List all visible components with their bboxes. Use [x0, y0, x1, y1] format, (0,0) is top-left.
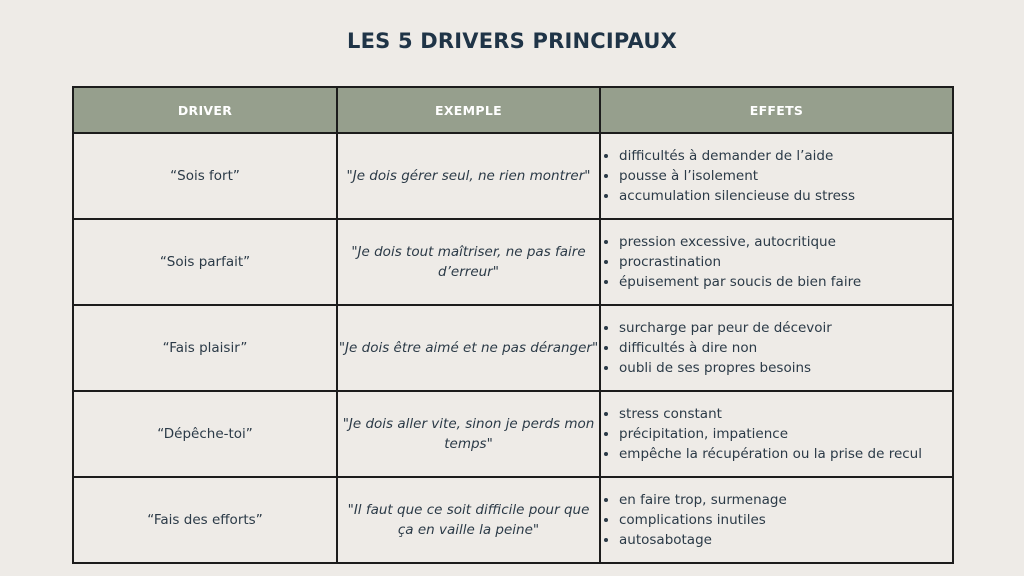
header-example: EXEMPLE — [337, 87, 600, 133]
effect-item: • surcharge par peur de décevoir — [619, 318, 952, 338]
table-header — [73, 87, 953, 133]
table-row — [73, 219, 953, 305]
effects-cell — [600, 477, 953, 563]
table-row — [73, 477, 953, 563]
effect-item: • procrastination — [619, 252, 952, 272]
drivers-table — [72, 86, 954, 564]
example-cell: "Je dois tout maîtriser, ne pas faire d’erreur" — [337, 219, 600, 305]
effect-item: • pression excessive, autocritique — [619, 232, 952, 252]
effects-cell — [600, 391, 953, 477]
driver-cell: “Sois fort” — [73, 133, 337, 219]
effect-item: • en faire trop, surmenage — [619, 490, 952, 510]
effects-list — [601, 146, 952, 206]
header-driver: DRIVER — [73, 87, 337, 133]
table-row — [73, 305, 953, 391]
effects-cell — [600, 133, 953, 219]
example-cell: "Je dois aller vite, sinon je perds mon temps" — [337, 391, 600, 477]
driver-cell: “Dépêche-toi” — [73, 391, 337, 477]
effects-list — [601, 318, 952, 378]
table-row — [73, 133, 953, 219]
effect-item: • pousse à l’isolement — [619, 166, 952, 186]
effect-item: • épuisement par soucis de bien faire — [619, 272, 952, 292]
effects-list — [601, 404, 952, 464]
driver-cell: “Sois parfait” — [73, 219, 337, 305]
effects-list — [601, 490, 952, 550]
header-effects: EFFETS — [600, 87, 953, 133]
effect-item: • empêche la récupération ou la prise de recul — [619, 444, 952, 464]
effect-item: • stress constant — [619, 404, 952, 424]
effect-item: • difficultés à dire non — [619, 338, 952, 358]
driver-cell: “Fais plaisir” — [73, 305, 337, 391]
effects-cell — [600, 305, 953, 391]
example-cell: "Je dois gérer seul, ne rien montrer" — [337, 133, 600, 219]
effect-item: • difficultés à demander de l’aide — [619, 146, 952, 166]
effects-list — [601, 232, 952, 292]
page-title: LES 5 DRIVERS PRINCIPAUX — [347, 29, 677, 53]
effect-item: • complications inutiles — [619, 510, 952, 530]
example-cell: "Il faut que ce soit difficile pour que ça en vaille la peine" — [337, 477, 600, 563]
effect-item: • autosabotage — [619, 530, 952, 550]
example-cell: "Je dois être aimé et ne pas déranger" — [337, 305, 600, 391]
header-row — [73, 87, 953, 133]
table-row — [73, 391, 953, 477]
effect-item: • précipitation, impatience — [619, 424, 952, 444]
effect-item: • oubli de ses propres besoins — [619, 358, 952, 378]
driver-cell: “Fais des efforts” — [73, 477, 337, 563]
effect-item: • accumulation silencieuse du stress — [619, 186, 952, 206]
effects-cell — [600, 219, 953, 305]
